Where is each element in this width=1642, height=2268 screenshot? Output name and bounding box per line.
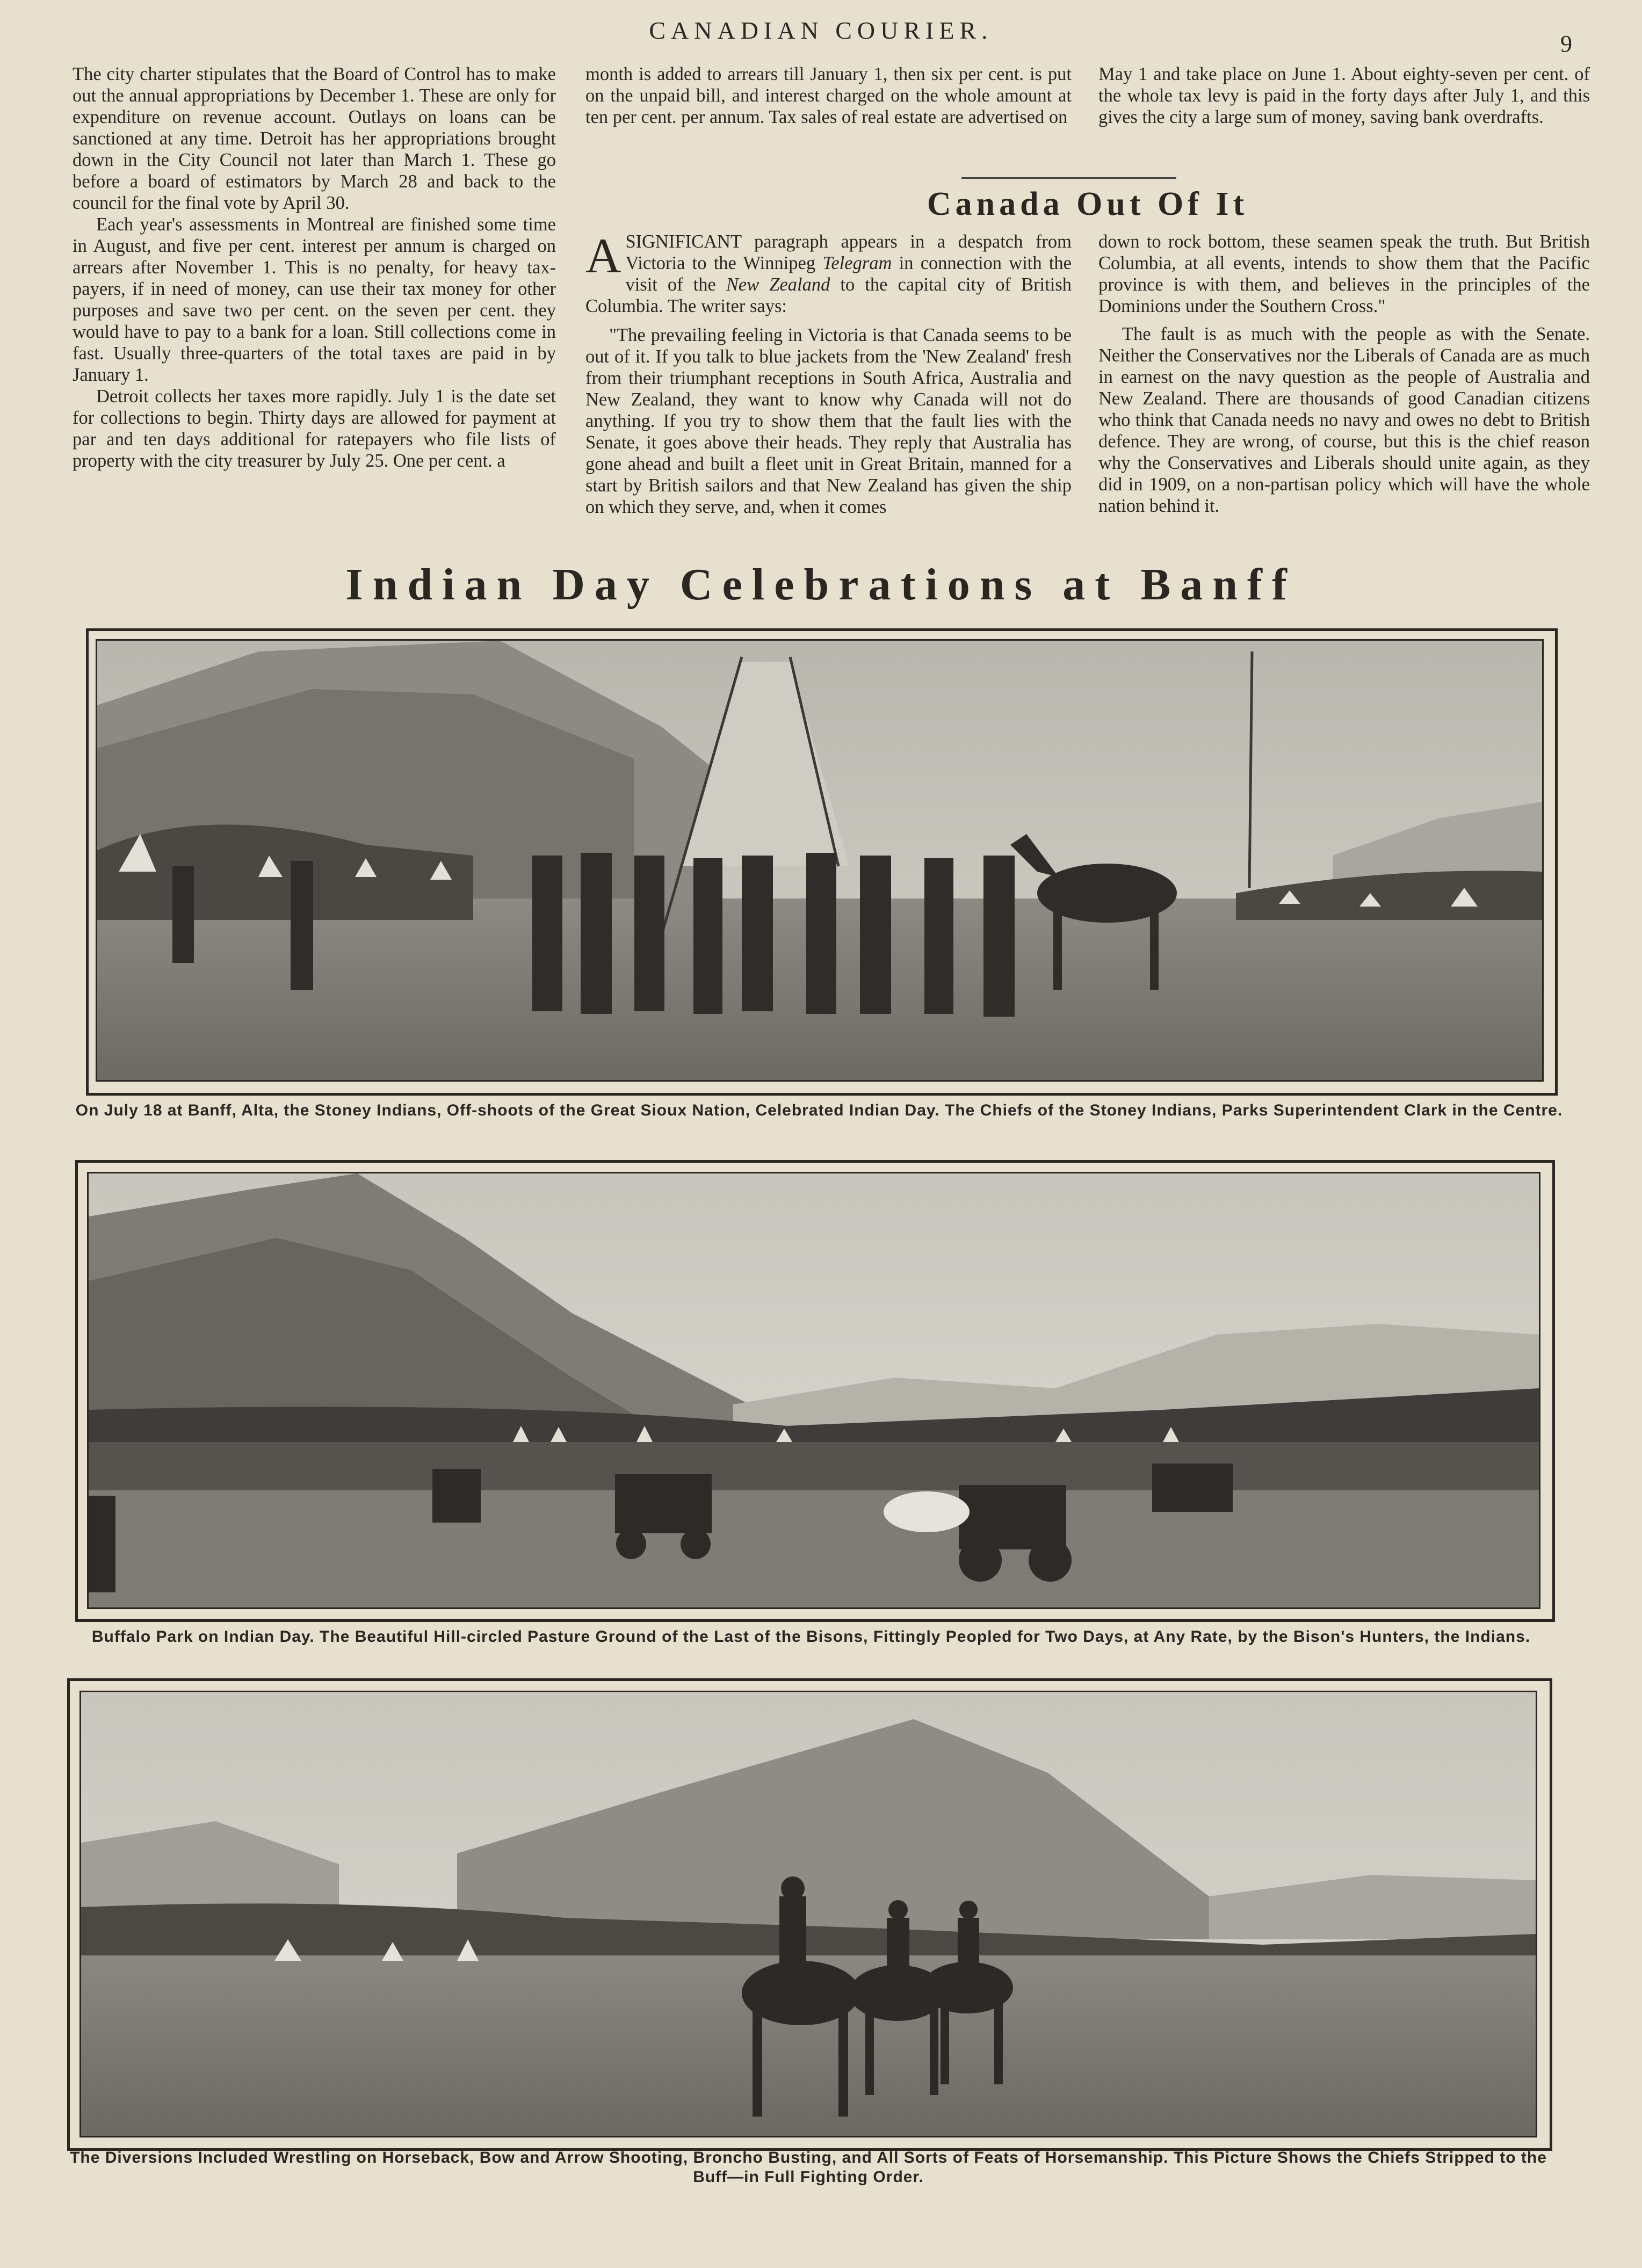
paragraph: down to rock bottom, these seamen speak the truth. But British Columbia, at all events, intends to show them that the Pacific province is with them, and believes in the principles of the Dominions under the Southern Cross."	[1098, 231, 1590, 316]
photo-horsemen	[79, 1691, 1537, 2137]
paragraph: month is added to arrears till January 1, then six per cent. is put on the unpaid bill, and interest charged on the whole amount at ten per cent. per annum. Tax sales of real estate are advertised on	[585, 64, 1072, 127]
section-title: Canada Out Of It	[927, 186, 1249, 222]
photo-buffalo-park	[87, 1172, 1540, 1609]
feature-title: Indian Day Celebrations at Banff	[345, 560, 1297, 610]
section-right-column	[1098, 231, 1590, 517]
paragraph: The fault is as much with the people as with the Senate. Neither the Conservatives nor the Liberals of Canada are as much in earnest on the navy question as the people of Australia and New Zealand. There are thousands of good Canadian citizens who think that Canada needs no navy and owes no debt to British defence. They are wrong, of course, but this is the chief reason why the Conservatives and Liberals should unite again, as they did in 1909, on a non-partisan policy which will have the whole nation behind it.	[1098, 324, 1590, 516]
intro-text: in connection with the visit of the	[625, 253, 1072, 295]
page-number: 9	[1560, 31, 1572, 57]
photo-chiefs-group	[96, 639, 1544, 1082]
quote-paragraph: "The prevailing feeling in Victoria is that Canada seems to be out of it. If you talk to blue jackets from the 'New Zealand' fresh from their triumphant receptions in South Africa, Australia and New Zealand, they want to know why Canada will not do anything. If you try to show them that the fault lies with the Senate, it goes above their heads. They reply that Australia has gone ahead and built a fleet unit in Great Britain, manned for a start by British sailors and that New Zealand has given the ship on which they serve, and, when it comes	[585, 325, 1072, 517]
middle-column-top	[585, 63, 1072, 128]
paragraph: Each year's assessments in Montreal are finished some time in August, and five per cent. interest per annum is charged on arrears after November 1. This is no penalty, for heavy tax-payers, if in need of money, can use their tax money for other purposes and save two per cent. on the seven per cent. they would have to pay to a bank for a loan. Still collections come in fast. Usually three-quarters of the total taxes are paid in by January 1.	[73, 214, 556, 385]
masthead: CANADIAN COURIER.	[649, 17, 993, 44]
photo-caption-1: On July 18 at Banff, Alta, the Stoney Indians, Off-shoots of the Great Sioux Nation, Celebrated Indian Day. The Chiefs of the Stoney Indians, Parks Superintendent Clark in the Centre.	[75, 1102, 1563, 1119]
left-column	[73, 63, 556, 472]
right-column-top	[1098, 63, 1590, 128]
paragraph: The city charter stipulates that the Board of Control has to make out the annual appropriations by December 1. These are only for expenditure on revenue account. Outlays on loans can be sanctioned at any time. Detroit has her appropriations brought down in the City Council not later than March 1. These go before a board of estimators by March 28 and back to the council for the final vote by April 30.	[73, 64, 556, 213]
photo-caption-2: Buffalo Park on Indian Day. The Beautiful Hill-circled Pasture Ground of the Last of the Bisons, Fittingly Peopled for Two Days, at Any Rate, by the Bison's Hunters, the Indians.	[91, 1628, 1531, 1646]
photo-buffalo-park-image	[89, 1173, 1539, 1607]
intro-text: to the capital city of British Columbia. The writer says:	[585, 274, 1072, 316]
paragraph: May 1 and take place on June 1. About eighty-seven per cent. of the whole tax levy is paid in the forty days after July 1, and this gives the city a large sum of money, saving bank overdrafts.	[1098, 64, 1590, 127]
newspaper-name: Telegram	[822, 253, 892, 273]
photo-chiefs-image	[97, 641, 1542, 1080]
photo-caption-3: The Diversions Included Wrestling on Horseback, Bow and Arrow Shooting, Broncho Busting, and All Sorts of Feats of Horsemanship. This Picture Shows the Chiefs Stripped to the Buff—in Full Fighting Order.	[70, 2149, 1547, 2186]
intro-text: SIGNIFICANT paragraph appears in a despatch from Victoria to the Winnipeg	[625, 231, 1072, 273]
intro-paragraph	[585, 228, 1072, 317]
photo-horsemen-image	[81, 1692, 1536, 2136]
ship-name: New Zealand	[726, 274, 830, 295]
paragraph: Detroit collects her taxes more rapidly. July 1 is the date set for collections to begin. Thirty days are allowed for payment at par and ten days additional for ratepayers who file lists of property with the city treasurer by July 25. One per cent. a	[73, 386, 556, 471]
drop-cap: A	[585, 228, 621, 283]
section-middle-column	[585, 228, 1072, 518]
divider-rule	[961, 177, 1176, 179]
